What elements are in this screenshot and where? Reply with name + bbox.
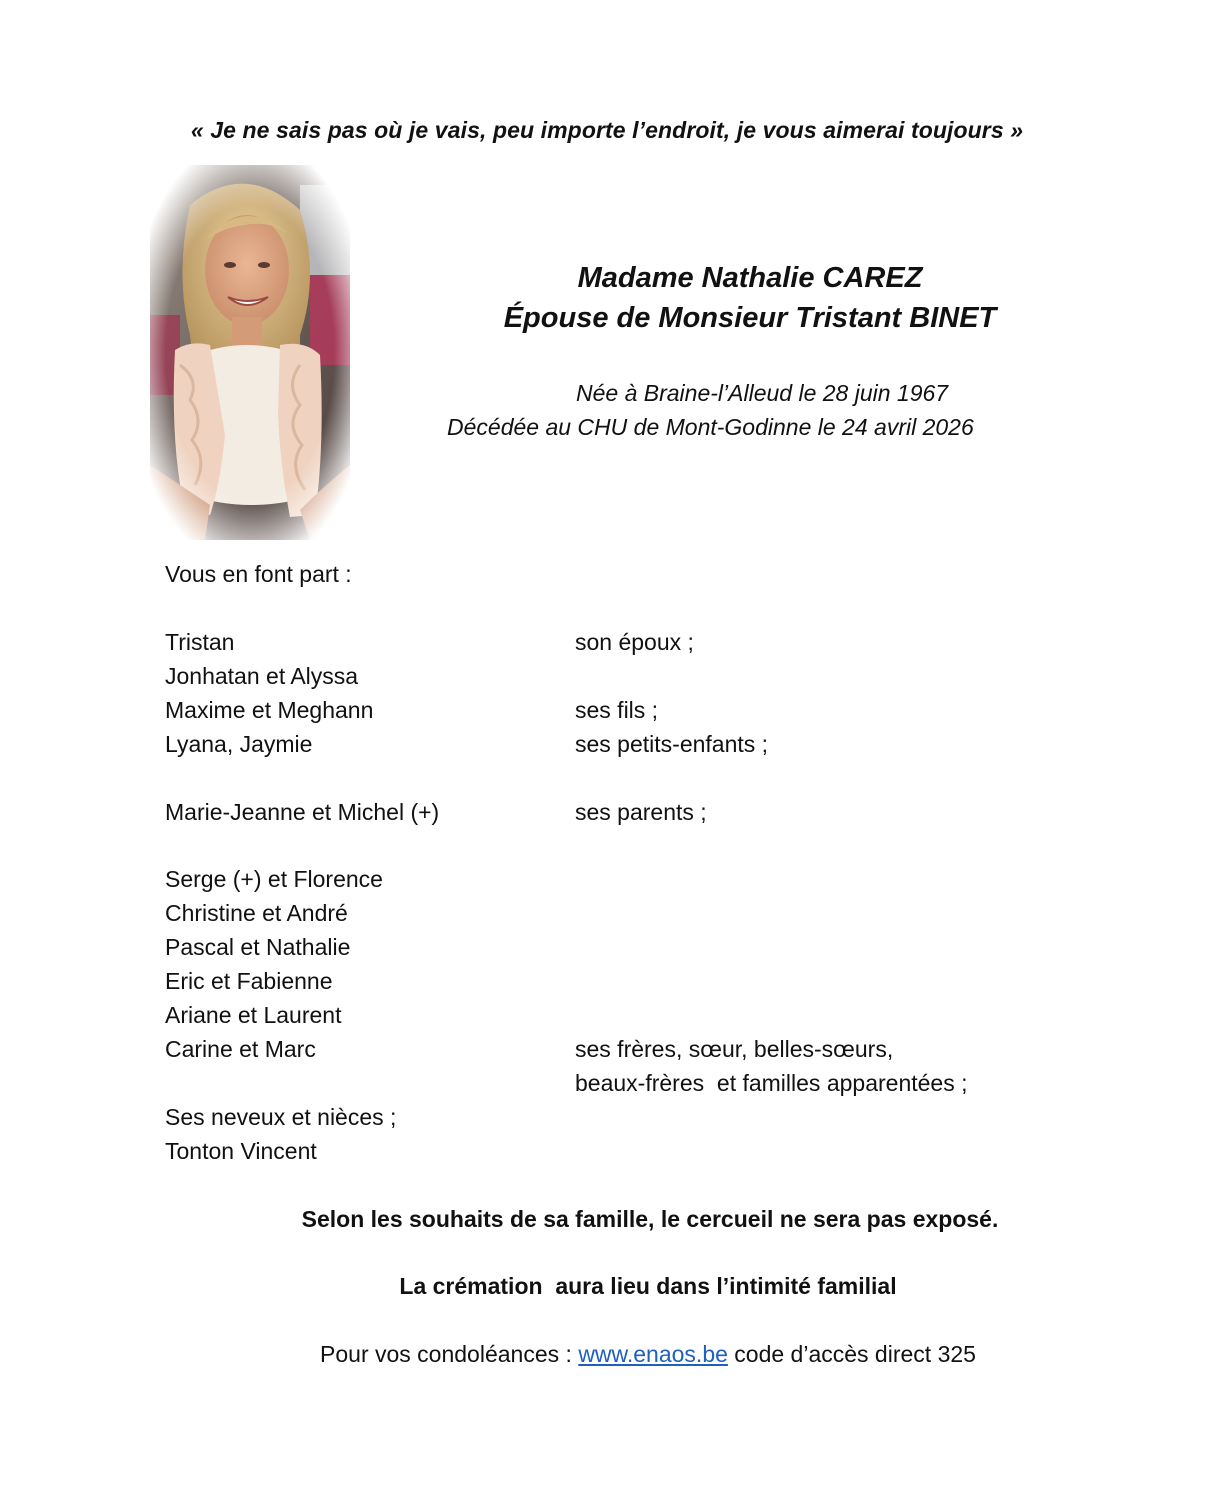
birth-line: Née à Braine-l’Alleud le 28 juin 1967 [576, 380, 949, 406]
sibling-line: Carine et Marc [165, 1036, 316, 1062]
spouse-line: Épouse de Monsieur Tristant BINET [503, 302, 997, 334]
family-role-sons: ses fils ; [575, 697, 659, 723]
cremation-notice: La crémation aura lieu dans l’intimité familial [399, 1273, 897, 1299]
family-name-parents: Marie-Jeanne et Michel (+) [165, 799, 440, 825]
family-name-jonhatan: Jonhatan et Alyssa [165, 663, 359, 689]
condolences-link[interactable]: www.enaos.be [578, 1341, 728, 1367]
family-role-spouse: son époux ; [575, 629, 694, 655]
family-role-siblings-line1: ses frères, sœur, belles-sœurs, [575, 1036, 894, 1062]
family-role-siblings-line2: beaux-frères et familles apparentées ; [575, 1070, 968, 1096]
family-nephews: Ses neveux et nièces ; [165, 1104, 397, 1130]
condolences-line [0, 1337, 1214, 1371]
portrait-photo [150, 165, 350, 540]
sibling-line: Serge (+) et Florence [165, 866, 383, 892]
family-name-maxime: Maxime et Meghann [165, 697, 374, 723]
family-name-grandchildren: Lyana, Jaymie [165, 731, 313, 757]
family-uncle: Tonton Vincent [165, 1138, 317, 1164]
death-line: Décédée au CHU de Mont-Godinne le 24 avril 2026 [447, 414, 974, 440]
sibling-line: Ariane et Laurent [165, 1002, 342, 1028]
family-name-tristan: Tristan [165, 629, 235, 655]
deceased-name: Madame Nathalie CAREZ [577, 262, 923, 294]
portrait-image [150, 165, 350, 540]
condolences-prefix: Pour vos condoléances : [320, 1341, 579, 1367]
sibling-line: Pascal et Nathalie [165, 934, 351, 960]
sibling-line: Eric et Fabienne [165, 968, 333, 994]
coffin-notice: Selon les souhaits de sa famille, le cercueil ne sera pas exposé. [301, 1206, 999, 1232]
sibling-line: Christine et André [165, 900, 348, 926]
intro-line: Vous en font part : [165, 561, 352, 587]
family-role-grandchildren: ses petits-enfants ; [575, 731, 769, 757]
family-role-parents: ses parents ; [575, 799, 707, 825]
epigraph-quote: « Je ne sais pas où je vais, peu importe l’endroit, je vous aimerai toujours » [190, 117, 1024, 143]
condolences-suffix: code d’accès direct 325 [727, 1341, 976, 1367]
deceased-name-block [400, 258, 1100, 338]
